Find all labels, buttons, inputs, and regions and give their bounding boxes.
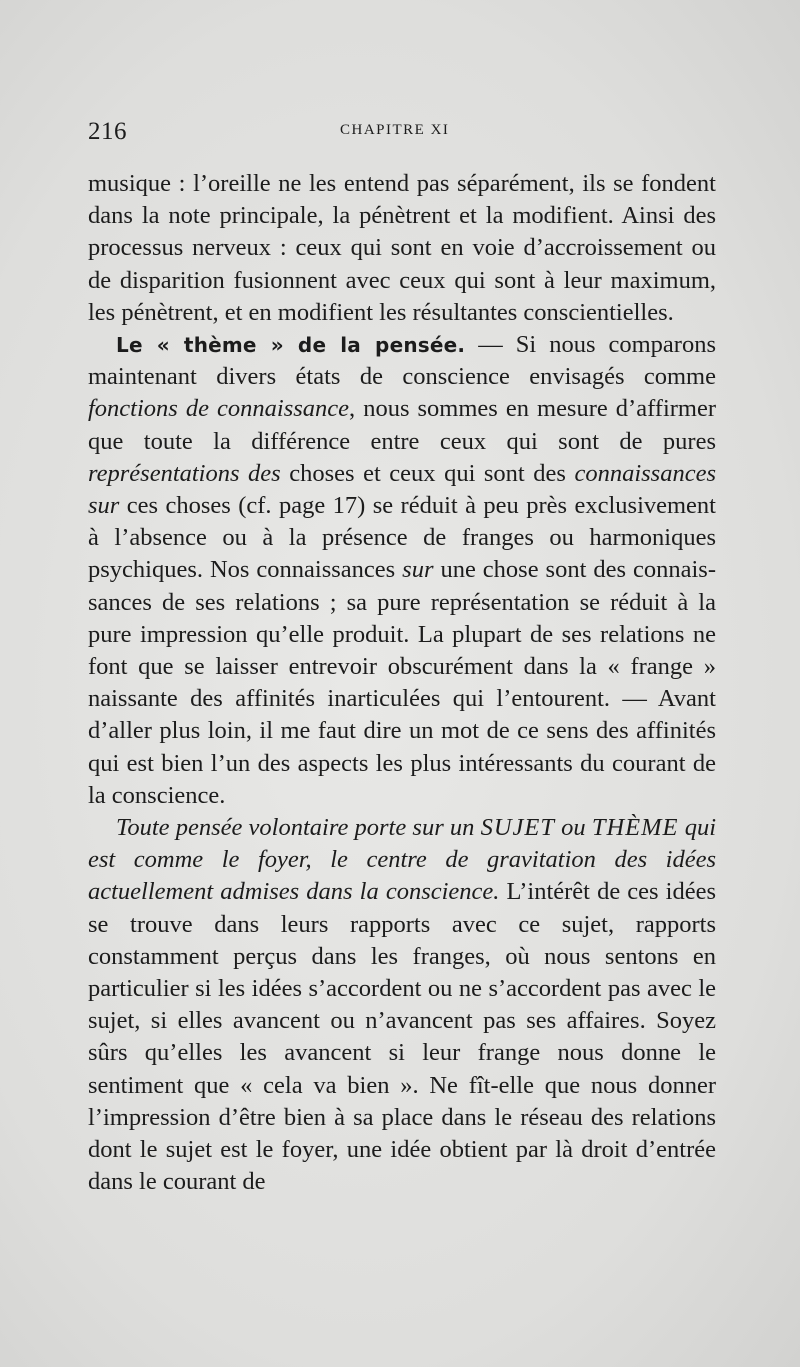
body-text bbox=[88, 168, 716, 1199]
paragraph-2-text-i: une chose sont des connaissances de ses relations ; sa pure représentation se réduit à la pure impression qu’elle produit. La plupart de ses relations ne font que se laisser entrevoir obscurément dans la « frange » naissante des affinités inarticulées qui l’entourent. — Avant d’aller plus loin, il me faut dire un mot de ce sens des affinités qui est bien l’un des aspects les plus intéressants du courant de la conscience. bbox=[88, 556, 717, 809]
paragraph-2 bbox=[88, 329, 716, 812]
paragraph-3-sujet: SUJET bbox=[480, 814, 555, 842]
paragraph-3-italic-a: Toute pensée volontaire porte sur un bbox=[116, 814, 481, 842]
page-number: 216 bbox=[88, 118, 127, 145]
chapter-title: CHAPITRE XI bbox=[340, 122, 450, 138]
paragraph-3 bbox=[88, 812, 716, 1198]
paragraph-1 bbox=[88, 168, 716, 329]
paragraph-3-text-f: L’intérêt de ces idées se trouve dans leurs rapports avec ce sujet, rapports constamment perçus dans les franges, où nous sentons en particulier si les idées s’accordent ou ne s’accordent pas avec le sujet, si elles avancent ou n’avancent pas ses affaires. Soyez sûrs qu’elles les avancent si leur frange nous donne le sentiment que « cela va bien ». Ne fît-elle que nous donner l’impression d’être bien à sa place dans le réseau des relations dont le sujet est le foyer, une idée obtient par là droit d’entrée dans le courant de bbox=[88, 878, 716, 1196]
paragraph-3-italic-c: ou bbox=[555, 814, 592, 842]
paragraph-3-italic-e: qui est comme le foyer, le centre de gravitation des idées actuellement admises dans la conscience. bbox=[88, 814, 716, 906]
paragraph-2-italic-b: fonctions de connaissance bbox=[88, 395, 350, 423]
paragraph-2-text-c: , nous sommes en mesure d’affirmer que toute la différence entre ceux qui sont de pures bbox=[88, 395, 717, 455]
section-heading: Le « thème » de la pensée. bbox=[116, 333, 466, 358]
paragraph-2-text-e: choses et ceux qui sont des bbox=[280, 459, 575, 487]
paragraph-1-text: musique : l’oreille ne les entend pas séparément, ils se fondent dans la note principale, la pénètrent et la modifient. Ainsi des processus nerveux : ceux qui sont en voie d’accroissement ou de disparition fusionnent avec ceux qui sont à leur maximum, les pénètrent, et en modifient les résultantes conscientielles. bbox=[88, 170, 716, 326]
paragraph-2-italic-d: représentations des bbox=[88, 459, 281, 487]
paragraph-2-italic-f: connaissances sur bbox=[88, 459, 716, 520]
paragraph-2-text-a: — Si nous comparons maintenant divers états de conscience envisagés comme bbox=[88, 331, 716, 391]
paragraph-3-theme: THÈME bbox=[591, 814, 679, 842]
running-head bbox=[88, 118, 718, 154]
paragraph-2-italic-h: sur bbox=[402, 556, 434, 584]
paragraph-2-text-g: ces choses (cf. page 17) se réduit à peu près exclusivement à l’absence ou à la présence de franges ou harmoniques psychiques. Nos connaissances bbox=[88, 492, 716, 584]
